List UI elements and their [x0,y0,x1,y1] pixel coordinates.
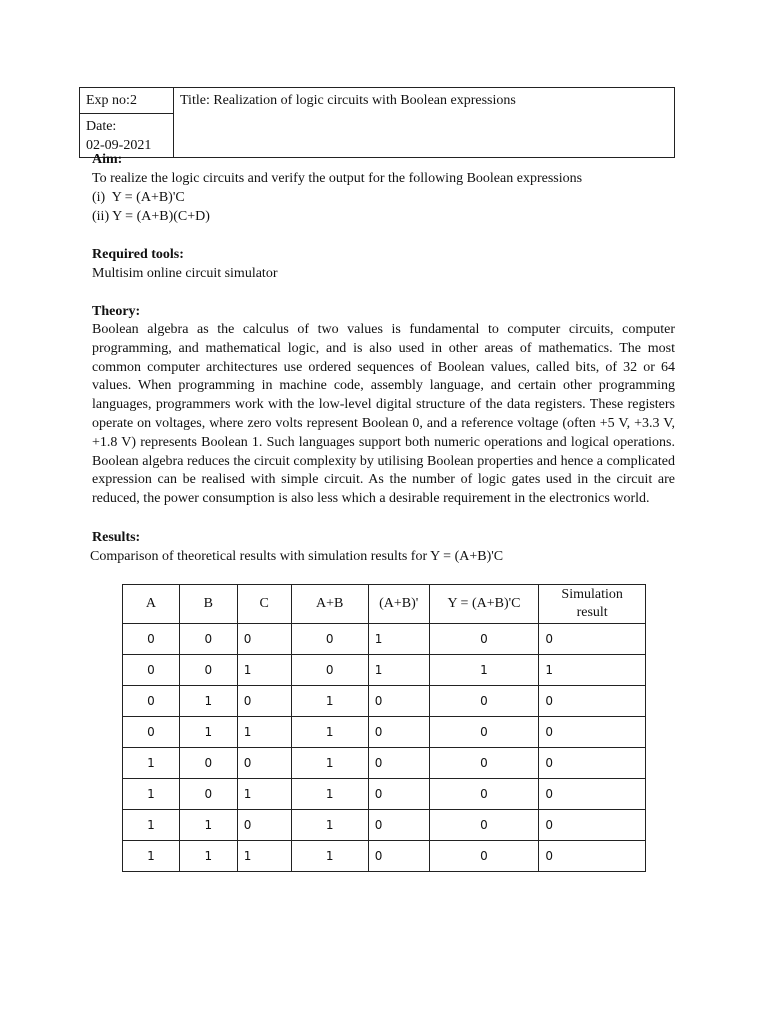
table-cell: 0 [123,624,180,655]
column-header: Y = (A+B)'C [429,585,539,624]
table-cell: 1 [429,655,539,686]
table-cell: 0 [291,655,368,686]
table-cell: 0 [179,748,237,779]
table-cell: 0 [429,686,539,717]
date-value: 02-09-2021 [86,138,152,153]
table-cell: 0 [237,624,291,655]
table-cell: 0 [539,841,646,872]
table-cell: 0 [368,841,429,872]
column-header: A+B [291,585,368,624]
table-cell: 0 [237,810,291,841]
theory-paragraph: Boolean algebra as the calculus of two values is fundamental to computer circuits, computer programming, and mathematical logic, and is also used in other areas of mathematics. The most common computer architectures use ordered sequences of Boolean values, called bits, of 32 or 64 values. When programming in machine code, assembly language, and certain other programming languages, programmers work with the low-level digital structure of the data registers. These registers operate on voltages, where zero volts represent Boolean 0, and a reference voltage (often +5 V, +3.3 V, +1.8 V) represents Boolean 1. Such languages support both numeric operations and logical operations. Boolean algebra reduces the circuit complexity by utilising Boolean properties and hence a complicated expression can be realised with simple circuit. As the number of logic gates used in the circuit are reduced, the power consumption is also less which a desirable requirement in the electronics world. [92,322,675,507]
table-cell: 1 [539,655,646,686]
table-cell: 0 [539,717,646,748]
table-cell: 0 [237,686,291,717]
table-cell: 0 [539,748,646,779]
table-cell: 0 [429,841,539,872]
table-cell: 0 [429,748,539,779]
table-cell: 1 [368,655,429,686]
table-cell: 1 [237,841,291,872]
table-cell: 1 [123,810,180,841]
results-caption: Comparison of theoretical results with simulation results for Y = (A+B)'C [90,548,504,564]
aim-expression-1: (i) Y = (A+B)'C [92,190,185,205]
table-row [123,779,646,810]
table-cell: 0 [179,624,237,655]
table-row [123,841,646,872]
table-cell: 0 [368,748,429,779]
title-cell: Title: Realization of logic circuits with Boolean expressions [174,88,675,158]
table-cell: 0 [429,810,539,841]
tools-heading: Required tools: [92,247,184,262]
table-cell: 0 [123,717,180,748]
column-header: A [123,585,180,624]
table-cell: 0 [539,779,646,810]
table-row [123,624,646,655]
table-cell: 1 [291,810,368,841]
table-cell: 0 [429,624,539,655]
table-cell: 0 [539,624,646,655]
table-cell: 1 [179,717,237,748]
column-header: Simulation result [539,585,646,624]
table-cell: 0 [368,779,429,810]
results-heading: Results: [92,529,141,545]
table-cell: 0 [539,810,646,841]
table-cell: 1 [179,686,237,717]
table-cell: 1 [179,810,237,841]
table-cell: 0 [368,810,429,841]
table-cell: 1 [123,748,180,779]
tools-text: Multisim online circuit simulator [92,266,278,281]
aim-expression-2: (ii) Y = (A+B)(C+D) [92,209,210,224]
table-cell: 1 [291,841,368,872]
theory-heading: Theory: [92,304,141,319]
table-cell: 1 [291,779,368,810]
table-row [123,810,646,841]
aim-heading: Aim: [92,152,123,167]
table-row [123,717,646,748]
document-body [92,150,675,566]
table-cell: 0 [429,717,539,748]
table-cell: 0 [123,686,180,717]
table-cell: 1 [237,779,291,810]
table-cell: 0 [179,779,237,810]
date-label: Date: [86,119,117,134]
table-cell: 0 [291,624,368,655]
table-cell: 1 [368,624,429,655]
column-header: C [237,585,291,624]
table-cell: 1 [179,841,237,872]
table-cell: 0 [368,686,429,717]
exp-no-cell: Exp no:2 [80,88,174,114]
table-cell: 0 [237,748,291,779]
table-row [123,748,646,779]
table-cell: 1 [123,841,180,872]
column-header: (A+B)' [368,585,429,624]
experiment-header-table [79,87,675,158]
table-row [123,655,646,686]
aim-intro: To realize the logic circuits and verify the output for the following Boolean expressions [92,171,583,186]
table-row [123,686,646,717]
table-cell: 1 [291,686,368,717]
table-cell: 0 [539,686,646,717]
table-cell: 1 [291,748,368,779]
table-cell: 1 [237,655,291,686]
column-header: B [179,585,237,624]
table-cell: 0 [368,717,429,748]
table-cell: 1 [291,717,368,748]
table-cell: 0 [179,655,237,686]
table-cell: 1 [237,717,291,748]
table-cell: 0 [429,779,539,810]
table-cell: 1 [123,779,180,810]
table-cell: 0 [123,655,180,686]
truth-table-header-row [123,585,646,624]
truth-table [122,584,646,872]
